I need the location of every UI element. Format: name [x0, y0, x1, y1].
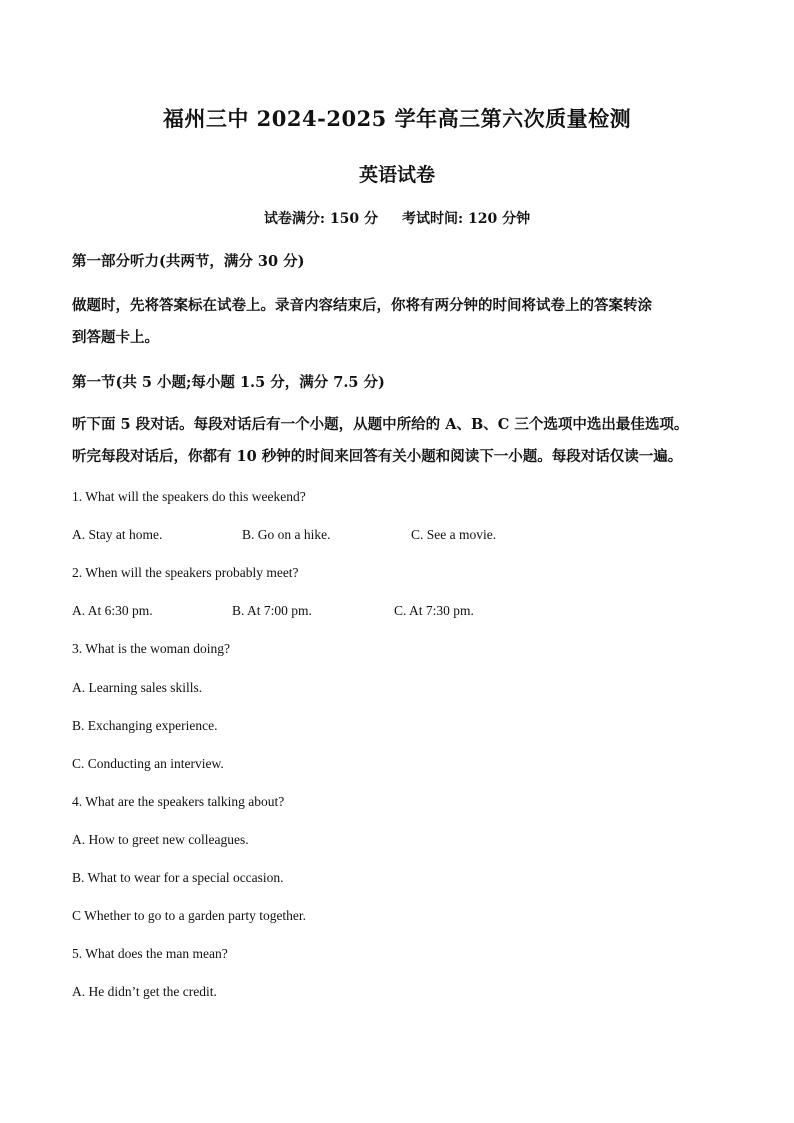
question-1-option-c: C. See a movie.	[411, 527, 497, 542]
question-1-option-a: A. Stay at home.	[72, 527, 163, 542]
question-1-option-b: B. Go on a hike.	[242, 527, 331, 542]
question-3-option-c: C. Conducting an interview.	[72, 756, 224, 771]
exam-time: 考试时间: 120 分钟	[402, 211, 531, 227]
question-2-option-b: B. At 7:00 pm.	[232, 603, 312, 618]
exam-meta	[0, 208, 794, 228]
exam-subtitle: 英语试卷	[358, 164, 435, 186]
section1-instruction-line2: 听完每段对话后，你都有 10 秒钟的时间来回答有关小题和阅读下一小题。每段对话仅读一遍。	[72, 448, 683, 465]
question-4-option-b: B. What to wear for a special occasion.	[72, 870, 284, 885]
question-4-option-a: A. How to greet new colleagues.	[72, 832, 249, 847]
question-4-option-c: C Whether to go to a garden party together.	[72, 908, 307, 923]
question-5-stem: 5. What does the man mean?	[72, 946, 228, 961]
question-5-option-a: A. He didn’t get the credit.	[72, 984, 217, 999]
question-2-stem: 2. When will the speakers probably meet?	[72, 565, 299, 580]
question-1-stem: 1. What will the speakers do this weekend?	[72, 489, 306, 504]
part1-heading: 第一部分听力(共两节，满分 30 分)	[72, 253, 305, 270]
section1-instruction-line1: 听下面 5 段对话。每段对话后有一个小题，从题中所给的 A、B、C 三个选项中选出最佳选项。	[72, 416, 689, 433]
question-3-option-a: A. Learning sales skills.	[72, 680, 203, 695]
section1-heading: 第一节(共 5 小题;每小题 1.5 分，满分 7.5 分)	[72, 374, 385, 391]
exam-title: 福州三中 2024-2025 学年高三第六次质量检测	[162, 106, 632, 131]
part1-instruction-line1: 做题时，先将答案标在试卷上。录音内容结束后，你将有两分钟的时间将试卷上的答案转涂	[72, 297, 652, 314]
part1-instruction-line2: 到答题卡上。	[72, 329, 159, 346]
question-2-option-a: A. At 6:30 pm.	[72, 603, 153, 618]
question-3-stem: 3. What is the woman doing?	[72, 641, 230, 656]
full-score: 试卷满分: 150 分	[263, 211, 378, 227]
question-4-stem: 4. What are the speakers talking about?	[72, 794, 285, 809]
question-3-option-b: B. Exchanging experience.	[72, 718, 218, 733]
question-2-option-c: C. At 7:30 pm.	[394, 603, 474, 618]
